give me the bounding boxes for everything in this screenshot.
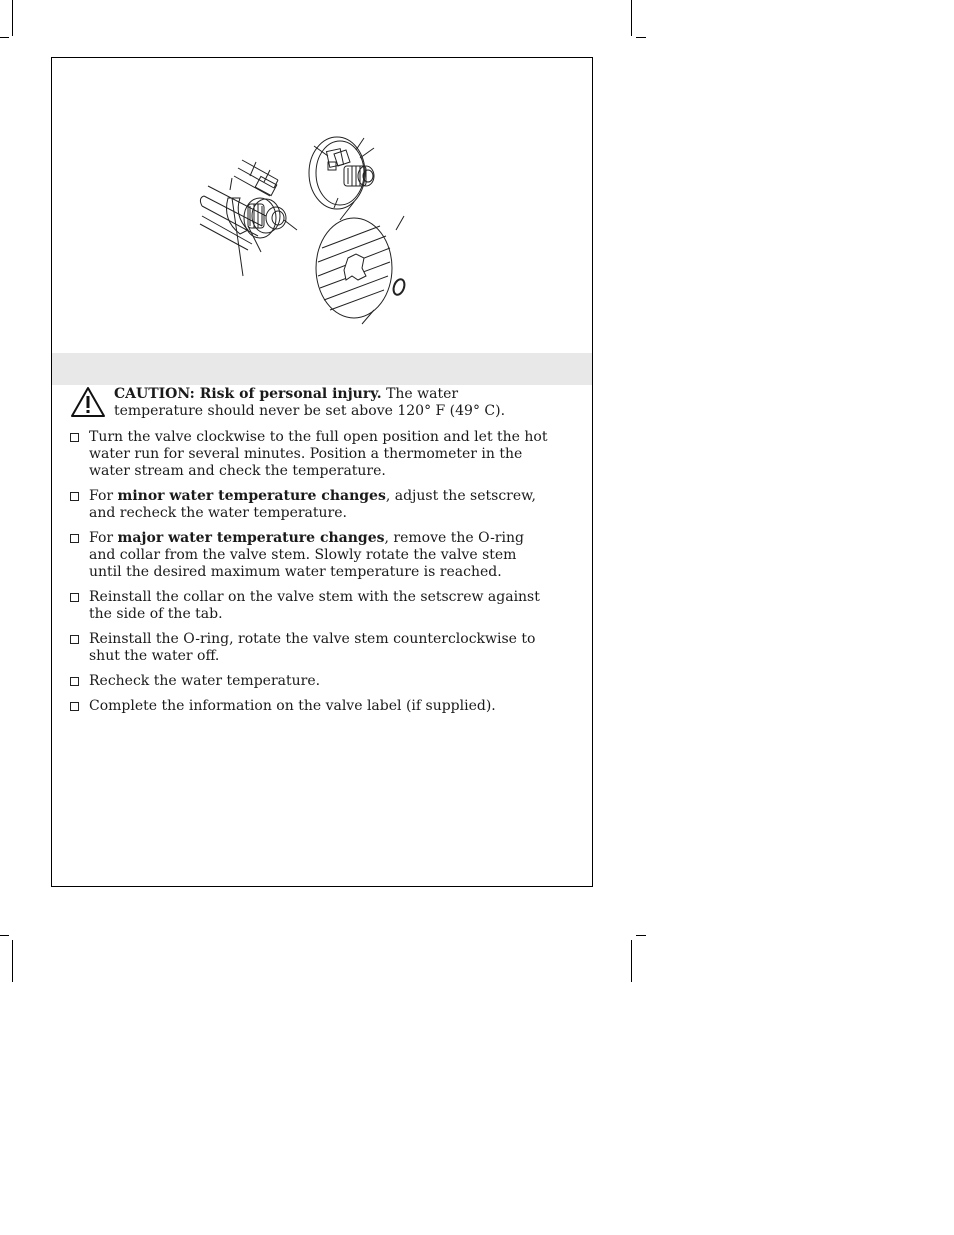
warning-triangle-icon <box>70 386 106 418</box>
crop-mark <box>631 0 632 36</box>
step-text: For <box>89 488 118 504</box>
caution-notice <box>70 386 550 420</box>
instruction-list <box>70 429 550 723</box>
list-item <box>70 698 550 715</box>
checkbox-icon <box>70 433 79 442</box>
list-item <box>70 429 550 480</box>
caution-body: The water temperature should never be set above 120° F (49° C). <box>114 386 506 419</box>
content-frame <box>51 57 593 887</box>
crop-mark <box>636 935 646 936</box>
valve-stem-right <box>309 137 374 209</box>
crop-mark <box>631 940 632 982</box>
crop-mark <box>636 37 646 38</box>
step-text: Reinstall the O-ring, rotate the valve stem counterclockwise to shut the water off. <box>89 631 536 664</box>
escutcheon-plate <box>316 218 392 318</box>
checkbox-icon <box>70 702 79 711</box>
step-text: Complete the information on the valve label (if supplied). <box>89 698 496 714</box>
step-text-after: , remove the O-ring and collar from the valve stem. Slowly rotate the valve stem until the desired maximum water temperature is reached. <box>89 530 524 580</box>
o-ring <box>392 278 407 296</box>
checkbox-icon <box>70 492 79 501</box>
list-item <box>70 589 550 623</box>
checkbox-icon <box>70 635 79 644</box>
valve-illustration <box>52 58 592 353</box>
list-item <box>70 673 550 690</box>
step-text: For <box>89 530 118 546</box>
step-text: Reinstall the collar on the valve stem with the setscrew against the side of the tab. <box>89 589 540 622</box>
section-band <box>52 353 592 385</box>
valve-body-left <box>200 160 286 250</box>
list-item <box>70 631 550 665</box>
step-text-after: , adjust the setscrew, and recheck the water temperature. <box>89 488 536 521</box>
checkbox-icon <box>70 534 79 543</box>
step-text: Turn the valve clockwise to the full open position and let the hot water run for several minutes. Position a thermometer in the water stream and check the temperature. <box>89 429 548 479</box>
list-item <box>70 488 550 522</box>
crop-mark <box>12 0 13 36</box>
list-item <box>70 530 550 581</box>
checkbox-icon <box>70 593 79 602</box>
step-text: Recheck the water temperature. <box>89 673 321 689</box>
step-bold: major water temperature changes <box>117 530 385 546</box>
caution-label: CAUTION: Risk of personal injury. <box>114 386 382 402</box>
caution-text <box>114 386 550 420</box>
crop-mark <box>0 37 9 38</box>
crop-mark <box>12 940 13 982</box>
crop-mark <box>0 935 9 936</box>
step-bold: minor water temperature changes <box>117 488 386 504</box>
checkbox-icon <box>70 677 79 686</box>
